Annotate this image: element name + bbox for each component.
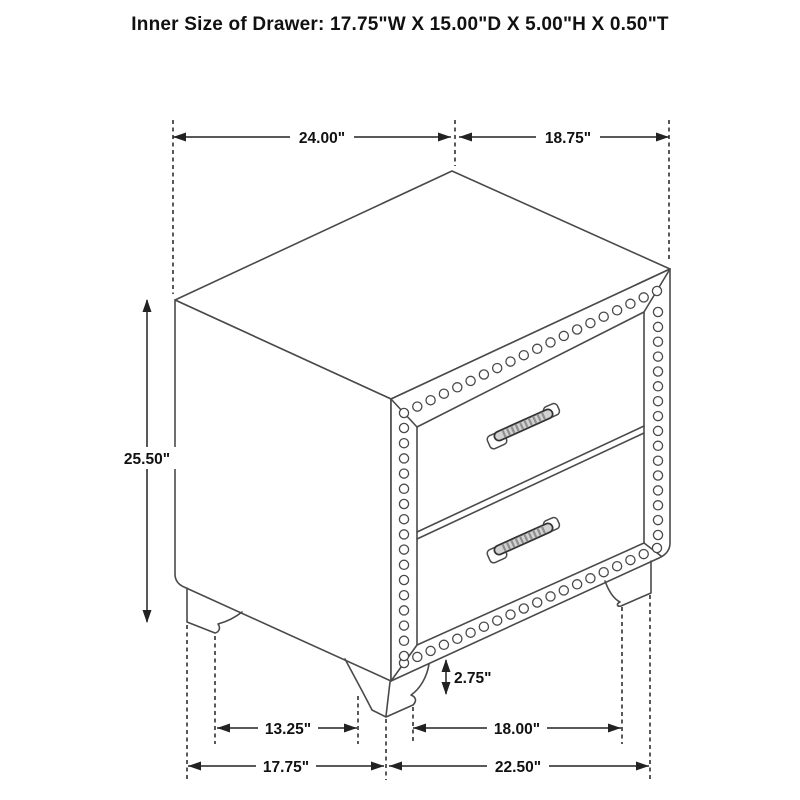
nailhead (599, 312, 608, 321)
nailhead (652, 286, 661, 295)
nailhead (533, 344, 542, 353)
nailhead (413, 402, 422, 411)
nailhead (653, 471, 662, 480)
nailhead (599, 568, 608, 577)
nailhead (453, 383, 462, 392)
dim-label-25-50: 25.50" (123, 451, 171, 468)
nailhead (653, 501, 662, 510)
nailhead (399, 499, 408, 508)
nailhead (439, 389, 448, 398)
nailhead (506, 357, 515, 366)
nailhead (613, 306, 622, 315)
nailhead (559, 586, 568, 595)
nailhead (626, 299, 635, 308)
nailhead (639, 293, 648, 302)
nailhead (586, 574, 595, 583)
nailhead (506, 610, 515, 619)
nailhead (653, 516, 662, 525)
nailhead (399, 454, 408, 463)
nailhead (426, 396, 435, 405)
nailhead (653, 530, 662, 539)
nailhead (546, 338, 555, 347)
nailhead (466, 376, 475, 385)
nailhead (466, 628, 475, 637)
nailhead (399, 575, 408, 584)
nailhead (653, 382, 662, 391)
dim-top-left-width (173, 126, 451, 147)
nailhead (653, 441, 662, 450)
dim-label-18-00: 18.00" (493, 721, 541, 738)
nailhead (653, 352, 662, 361)
nailhead (399, 439, 408, 448)
nailhead (653, 397, 662, 406)
dim-label-13-25: 13.25" (264, 721, 312, 738)
nailhead (399, 560, 408, 569)
nailhead (519, 351, 528, 360)
dim-label-24: 24.00" (298, 130, 346, 147)
dim-top-right-depth (459, 126, 669, 147)
nailhead (519, 604, 528, 613)
nailhead (479, 370, 488, 379)
nailhead (493, 364, 502, 373)
nailhead (653, 307, 662, 316)
nailhead (453, 634, 462, 643)
nailhead (573, 325, 582, 334)
nailhead (399, 545, 408, 554)
cabinet-body (175, 171, 670, 717)
dim-front-leg-gap (413, 717, 621, 738)
dim-side-overall (188, 755, 384, 776)
nailhead (653, 486, 662, 495)
dim-front-overall (389, 755, 649, 776)
dim-label-2-75: 2.75" (454, 670, 492, 687)
nailhead (399, 484, 408, 493)
nailhead (653, 337, 662, 346)
nailhead (426, 646, 435, 655)
nailhead (613, 562, 622, 571)
nailhead (479, 622, 488, 631)
nailhead (653, 456, 662, 465)
nailhead (399, 515, 408, 524)
nailhead (413, 652, 422, 661)
nailhead (652, 543, 661, 552)
nailhead (653, 412, 662, 421)
dim-overall-height (115, 299, 179, 623)
nailhead (533, 598, 542, 607)
nailhead (399, 651, 408, 660)
dim-label-22-50: 22.50" (494, 759, 542, 776)
nailhead (399, 423, 408, 432)
nailhead (546, 592, 555, 601)
nailhead (399, 591, 408, 600)
nailhead (586, 319, 595, 328)
nailhead (493, 616, 502, 625)
nailhead (399, 408, 408, 417)
nailhead (399, 606, 408, 615)
nailhead (399, 530, 408, 539)
diagram-title: Inner Size of Drawer: 17.75"W X 15.00"D X 5.00"H X 0.50"T (131, 14, 669, 35)
nailhead (559, 331, 568, 340)
nailhead (626, 556, 635, 565)
dim-leg-height (442, 659, 492, 695)
nailhead (653, 322, 662, 331)
dim-label-17-75: 17.75" (262, 759, 310, 776)
nailhead (639, 550, 648, 559)
nailhead (439, 640, 448, 649)
nailhead (399, 621, 408, 630)
nailhead (573, 580, 582, 589)
nailhead (653, 367, 662, 376)
dim-label-18-75: 18.75" (544, 130, 592, 147)
nailhead (399, 469, 408, 478)
dim-side-leg-gap (217, 717, 357, 738)
nailhead (653, 426, 662, 435)
nailhead (399, 636, 408, 645)
